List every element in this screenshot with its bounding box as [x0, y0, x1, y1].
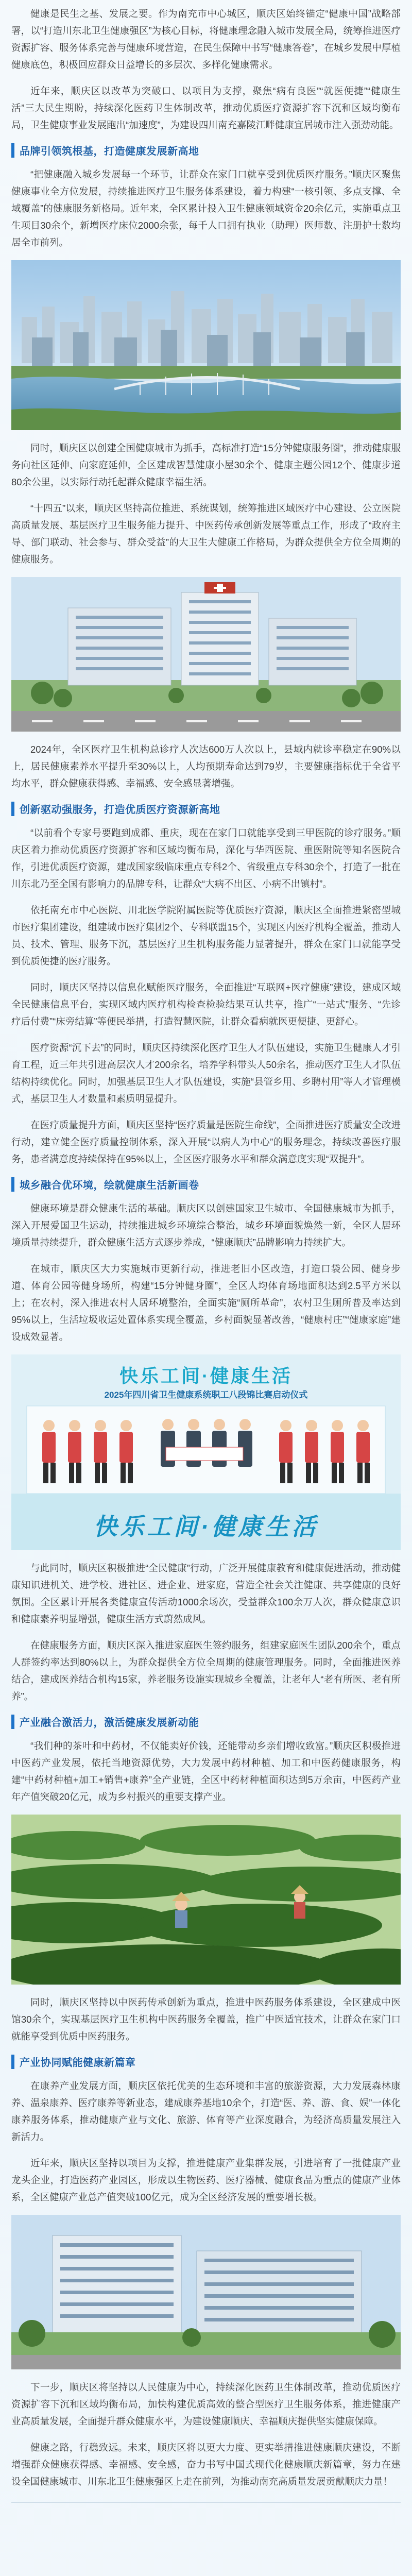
city-riverside-illustration	[11, 260, 401, 430]
banner-headline: 快乐工间·健康生活	[119, 1365, 293, 1386]
section-title-bar	[11, 2055, 14, 2069]
section3-paragraph-1: “以前看个专家号要跑到成都、重庆，现在在家门口就能享受到三甲医院的诊疗服务。”顺庆区着力推动优质医疗资源扩容和区域均衡布局，深化与华西医院、重医附院等知名医院合作，引进优质医疗资源，建成国家级临床重点专科2个、省级重点专科30余个，打造了一批在川东北乃至全国有影响力的品牌专科，让群众“大病不出区、小病不出镇村”。	[11, 827, 401, 889]
banner-subline: 2025年四川省卫生健康系统职工八段锦比赛启动仪式	[104, 1390, 308, 1400]
competition-banner-photo	[11, 1354, 401, 1550]
section2-paragraph-1: “十四五”以来，顺庆区坚持高位推进、系统谋划，统筹推进区域医疗中心建设、公立医院高质量发展、基层医疗卫生服务能力提升、中医药传承创新发展等重点工作，形成了“政府主导、部门联动、社会参与、群众受益”的大卫生大健康工作格局，为群众提供全方位全周期的健康服务。	[11, 503, 401, 565]
hospital-exterior-photo	[11, 2215, 401, 2369]
section-title-5	[11, 1177, 401, 1192]
intro-paragraph-1: 健康是民生之基、发展之要。作为南充市中心城区，顺庆区始终锚定“健康中国”战略部署，以“打造川东北卫生健康强区”为核心目标，将健康理念融入城市发展全局，统筹推进医疗资源扩容、服务体系完善与健康环境营造，在民生保障中书写“健康答卷”，在城乡发展中厚植健康底色，积极回应群众日益增长的多层次、多样化健康需求。	[11, 8, 401, 70]
section4-paragraph-2: 在医疗质量提升方面，顺庆区坚持“医疗质量是医院生命线”，全面推进医疗质量安全改进行动，建立健全医疗质量控制体系，深入开展“以病人为中心”的服务理念，持续改善医疗服务，患者满意度持续保持在95%以上，全区医疗服务水平和群众满意度实现“双提升”。	[11, 1120, 401, 1164]
section-title-8	[11, 2054, 401, 2069]
section-title-bar	[11, 1177, 14, 1192]
section5-paragraph-2: 在城市，顺庆区大力实施城市更新行动，推进老旧小区改造，打造口袋公园、健身步道、体育公园等健身场所，构建“15分钟健身圈”，全区人均体育场地面积达到2.5平方米以上；在农村，深入推进农村人居环境整治，全面实施“厕所革命”，农村卫生厕所普及率达到95%以上，生活垃圾收运处置体系实现全覆盖，乡村面貌显著改善，“健康村庄”“健康家庭”建设成效显著。	[11, 1263, 401, 1342]
section8-paragraph-2: 近年来，顺庆区坚持以项目为支撑，推进健康产业集群发展，引进培育了一批健康产业龙头企业，打造医药产业园区，形成以生物医药、医疗器械、健康食品为重点的健康产业体系，全区健康产业总产值突破100亿元，成为全区经济发展的重要增长极。	[11, 2158, 401, 2202]
section-title-text: 产业协同赋能健康新篇章	[20, 2057, 136, 2069]
hospital-campus-photo	[11, 577, 401, 732]
tea-garden-photo	[11, 1815, 401, 1985]
stage-slogan: 快乐工间·健康生活	[93, 1513, 319, 1540]
section-title-1	[11, 143, 401, 158]
tea-garden-illustration	[11, 1815, 401, 1985]
section7-paragraph-2: 同时，顺庆区坚持以中医药传承创新为重点，推进中医药服务体系建设，全区建成中医馆30余个，实现基层医疗卫生机构中医药服务全覆盖，推广中医适宜技术，让群众在家门口就能享受到优质中医药服务。	[11, 1997, 401, 2042]
section5-paragraph-1: 健康环境是群众健康生活的基础。顺庆区以创建国家卫生城市、全国健康城市为抓手，深入开展爱国卫生运动，持续推进城乡环境综合整治，城乡环境面貌焕然一新，全区人居环境质量持续提升，群众健康生活方式逐步养成，“健康顺庆”品牌影响力持续扩大。	[11, 1203, 401, 1248]
section8-paragraph-1: 在康养产业发展方面，顺庆区依托优美的生态环境和丰富的旅游资源，大力发展森林康养、温泉康养、医疗康养等新业态，建成康养基地10余个，打造“医、养、游、食、娱”一体化康养服务体系，推动健康产业与文化、旅游、体育等产业深度融合，为经济高质量发展注入新活力。	[11, 2080, 401, 2142]
hospital-campus-illustration	[11, 577, 401, 732]
section7-paragraph-1: “我们种的茶叶和中药材，不仅能卖好价钱，还能带动乡亲们增收致富。”顺庆区积极推进中医药产业发展，依托当地资源优势，大力发展中药材种植、加工和中医药健康服务，构建“中药材种植+加工+销售+康养”全产业链，全区中药材种植面积达到5万余亩，中医药产业年产值突破20亿元，成为乡村振兴的重要支撑产业。	[11, 1740, 401, 1802]
section6-paragraph-2: 在健康服务方面，顺庆区深入推进家庭医生签约服务，组建家庭医生团队200余个，重点人群签约率达到80%以上，为群众提供全方位全周期的健康管理服务。同时，全面推进医养结合，建成医养结合机构15家，养老服务设施实现城乡全覆盖，让老年人“老有所医、老有所养”。	[11, 1640, 401, 1702]
section-title-text: 城乡融合优环境，绘就健康生活新画卷	[20, 1180, 199, 1191]
section-title-text: 创新驱动强服务，打造优质医疗资源新高地	[20, 804, 220, 816]
section4-paragraph-1: 医疗资源“沉下去”的同时，顺庆区持续深化医疗卫生人才队伍建设，实施卫生健康人才引育工程，近三年共引进高层次人才200余名，培养学科带头人50余名，推动医疗卫生人才队伍结构持续优化。同时，加强基层卫生人才队伍建设，实施“县管乡用、乡聘村用”等人才管理模式，基层卫生人才数量和素质明显提升。	[11, 1042, 401, 1104]
section1-paragraph-2: 同时，顺庆区以创建全国健康城市为抓手，高标准打造“15分钟健康服务圈”，推动健康服务向社区延伸、向家庭延伸，全区建成智慧健康小屋30余个、健康主题公园12个、健康步道80余公里，以实际行动托起群众健康幸福生活。	[11, 443, 401, 487]
section3-paragraph-2: 依托南充市中心医院、川北医学院附属医院等优质医疗资源，顺庆区全面推进紧密型城市医疗集团建设，组建城市医疗集团2个、专科联盟15个，实现区内医疗机构全覆盖，推动人员、技术、管理、服务下沉，基层医疗卫生机构服务能力显著提升，群众在家门口就能享受到优质便捷的医疗服务。	[11, 905, 401, 967]
hospital-exterior-illustration	[11, 2215, 401, 2369]
section3-paragraph-3: 同时，顺庆区坚持以信息化赋能医疗服务，全面推进“互联网+医疗健康”建设，建成区域全民健康信息平台，实现区域内医疗机构检查检验结果互认共享，推广“一站式”服务、“先诊疗后付费”“床旁结算”等便民举措，打造智慧医院，让群众看病就医更便捷、更舒心。	[11, 982, 401, 1027]
section8-paragraph-3: 下一步，顺庆区将坚持以人民健康为中心，持续深化医药卫生体制改革，推动优质医疗资源扩容下沉和区域均衡布局，加快构建优质高效的整合型医疗卫生服务体系，推进健康产业高质量发展，全面提升群众健康水平，为建设健康顺庆、幸福顺庆提供坚实健康保障。	[11, 2382, 401, 2427]
city-riverside-photo	[11, 260, 401, 430]
intro-paragraph-2: 近年来，顺庆区以改革为突破口、以项目为支撑，聚焦“病有良医”“就医便捷”“健康生活”三大民生期盼，持续深化医药卫生体制改革，推动优质医疗资源扩容下沉和区域均衡布局，卫生健康事业发展跑出“加速度”，为建设四川南充嘉陵江畔健康宜居城市注入强劲动能。	[11, 86, 401, 130]
section-title-7	[11, 1714, 401, 1729]
section-title-3	[11, 801, 401, 816]
section-title-bar	[11, 143, 14, 158]
section6-paragraph-1: 与此同时，顺庆区积极推进“全民健康”行动，广泛开展健康教育和健康促进活动，推动健康知识进机关、进学校、进社区、进企业、进家庭，营造全社会关注健康、共享健康的良好氛围。全区累计开展各类健康宣传活动1000余场次，受益群众100余万人次，群众健康意识和健康素养明显增强，健康生活方式蔚然成风。	[11, 1563, 401, 1624]
section-title-text: 品牌引领筑根基，打造健康发展新高地	[20, 146, 199, 157]
section-title-bar	[11, 1715, 14, 1729]
section1-paragraph-1: “把健康融入城乡发展每一个环节，让群众在家门口就享受到优质医疗服务。”顺庆区聚焦健康事业全方位发展，持续推进医疗卫生服务体系建设，着力构建“一核引领、多点支撑、全域覆盖”的健康服务新格局。近年来，全区累计投入卫生健康领域资金20余亿元，实施重点卫生项目30余个，新增医疗床位2000余张，每千人口拥有执业（助理）医师数、注册护士数均居全市前列。	[11, 169, 401, 248]
section2-paragraph-2: 2024年，全区医疗卫生机构总诊疗人次达600万人次以上，县域内就诊率稳定在90%以上，居民健康素养水平提升至30%以上，人均预期寿命达到79岁，主要健康指标优于全省平均水平，群众健康获得感、幸福感、安全感显著增强。	[11, 744, 401, 789]
footer-divider	[11, 2502, 401, 2503]
section-title-text: 产业融合激活力，激活健康发展新动能	[20, 1717, 199, 1728]
closing-paragraph: 健康之路，行稳致远。未来，顺庆区将以更大力度、更实举措推进健康顺庆建设，不断增强群众健康获得感、幸福感、安全感，奋力书写中国式现代化健康顺庆新篇章，努力在建设全国健康城市、川东北卫生健康强区上走在前列，为推动南充高质量发展贡献顺庆力量！	[11, 2442, 401, 2487]
section-title-bar	[11, 802, 14, 816]
